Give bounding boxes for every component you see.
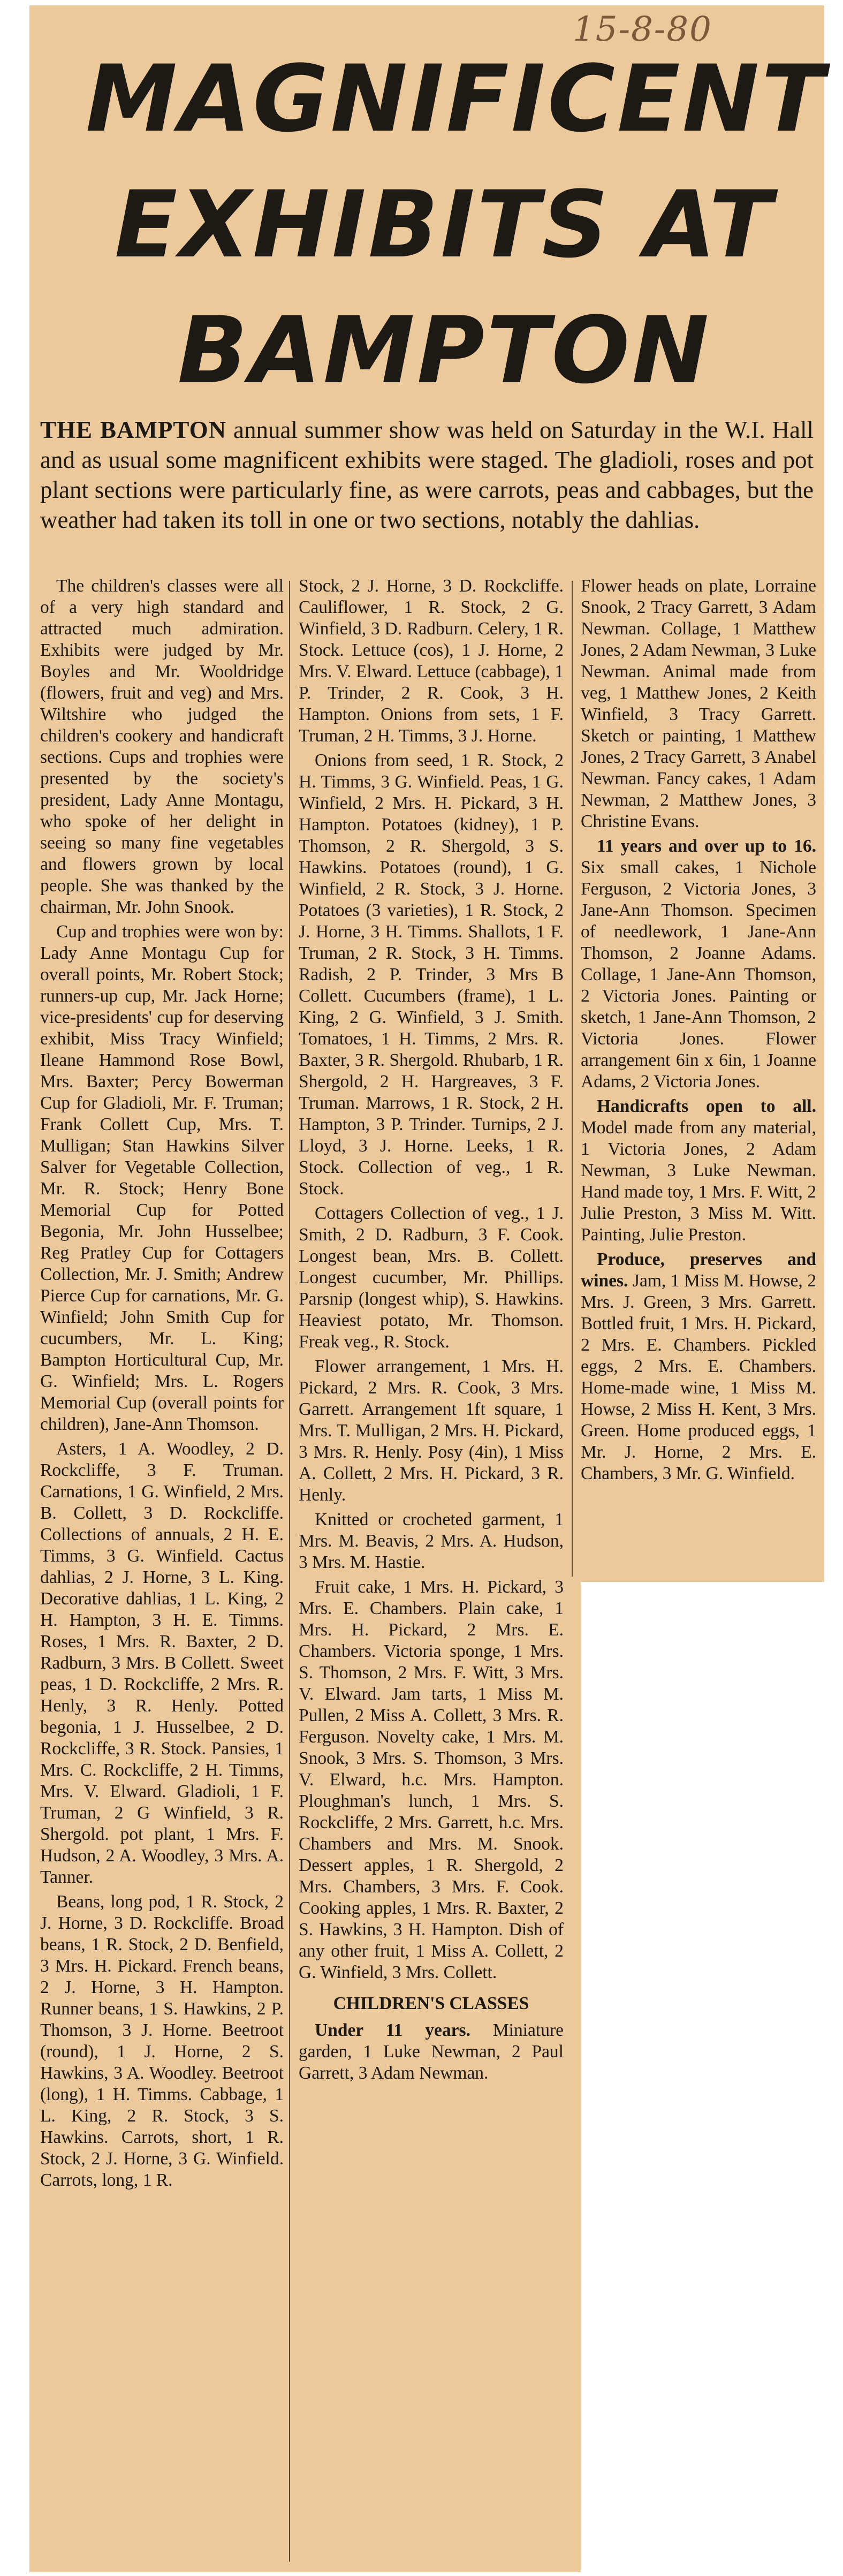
section-heading: CHILDREN'S CLASSES (333, 1994, 529, 2013)
article-column-3 (581, 575, 816, 1571)
paragraph (581, 1096, 816, 1246)
subheading: Produce, preserves and wines. (581, 1249, 816, 1291)
paragraph (299, 2020, 564, 2084)
intro-paragraph (40, 415, 814, 570)
article-column-1 (40, 575, 284, 2559)
paragraph: Asters, 1 A. Woodley, 2 D. Rockcliffe, 3 F. Truman. Carnations, 1 G. Winfield, 2 Mrs. B. Collett, 3 D. Rockcliffe. Collections of annuals, 2 H. E. Timms, 3 G. Winfield. Cactus dahlias, 2 J. Horne, 3 L. King. Decorative dahlias, 1 L. King, 2 H. Hampton, 3 H. E. Timms. Roses, 1 Mrs. R. Baxter, 2 D. Radburn, 3 Mrs. B Collett. Sweet peas, 1 D. Rockcliffe, 2 Mrs. R. Henly, 3 R. Henly. Potted begonia, 1 J. Husselbee, 2 D. Rockcliffe, 3 R. Stock. Pansies, 1 Mrs. C. Rockcliffe, 2 H. Timms, Mrs. V. Elward. Gladioli, 1 F. Truman, 2 G Winfield, 3 R. Shergold. pot plant, 1 Mrs. F. Hudson, 2 A. Woodley, 3 Mrs. A. Tanner. (40, 1439, 284, 1887)
paragraph: Flower arrangement, 1 Mrs. H. Pickard, 2 Mrs. R. Cook, 3 Mrs. Garrett. Arrangement 1ft square, 1 Mrs. T. Mulligan, 2 Mrs. H. Pickard, 3 Mrs. R. Henly. Posy (4in), 1 Miss A. Collett, 2 Mrs. H. Pickard, 3 R. Henly. (299, 1357, 564, 1505)
paragraph: Beans, long pod, 1 R. Stock, 2 J. Horne, 3 D. Rockcliffe. Broad beans, 1 R. Stock, 2 D. Benfield, 3 Mrs. H. Pickard. French beans, 2 J. Horne, 3 H. Hampton. Runner beans, 1 S. Hawkins, 2 P. Thomson, 3 J. Horne. Beetroot (round), 1 J. Horne, 2 S. Hawkins, 3 A. Woodley. Beetroot (long), 1 H. Timms. Cabbage, 1 L. King, 2 R. Stock, 3 S. Hawkins. Carrots, short, 1 R. Stock, 2 J. Horne, 3 G. Winfield. Carrots, long, 1 R. (40, 1892, 284, 2190)
intro-lead: THE BAMPTON (40, 416, 227, 443)
article-column-2 (299, 575, 564, 2559)
paragraph: Cottagers Collection of veg., 1 J. Smith, 2 D. Radburn, 3 F. Cook. Longest bean, Mrs. B. Collett. Longest cucumber, Mr. Phillips. Parsnip (longest whip), S. Hawkins. Heaviest potato, Mr. Thomson. Freak veg., R. Stock. (299, 1203, 564, 1352)
handwritten-date: 15-8-80 (573, 10, 712, 49)
column-rule (572, 581, 573, 1577)
subheading: Handicrafts open to all. (597, 1096, 816, 1116)
paragraph: Flower heads on plate, Lorraine Snook, 2 Tracy Garrett, 3 Adam Newman. Collage, 1 Matthew Jones, 2 Adam Newman, 3 Luke Newman. Animal made from veg, 1 Matthew Jones, 2 Keith Winfield, 3 Tracy Garrett. Sketch or painting, 1 Matthew Jones, 2 Tracy Garrett, 3 Anabel Newman. Fancy cakes, 1 Adam Newman, 2 Matthew Jones, 3 Christine Evans. (581, 576, 816, 831)
paragraph: Fruit cake, 1 Mrs. H. Pickard, 3 Mrs. E. Chambers. Plain cake, 1 Mrs. H. Pickard, 2 Mrs. E. Chambers. Victoria sponge, 1 Mrs. S. Thomson, 2 Mrs. F. Witt, 3 Mrs. V. Elward. Jam tarts, 1 Miss M. Pullen, 2 Miss A. Collett, 3 Mrs. R. Ferguson. Novelty cake, 1 Mrs. M. Snook, 3 Mrs. S. Thomson, 3 Mrs. V. Elward, h.c. Mrs. Hampton. Ploughman's lunch, 1 Mrs. S. Rockcliffe, 2 Mrs. Garrett, h.c. Mrs. Chambers and Mrs. M. Snook. Dessert apples, 1 R. Shergold, 2 Mrs. Chambers, 3 Mrs. F. Cook. Cooking apples, 1 Mrs. R. Baxter, 2 S. Hawkins, 3 H. Hampton. Dish of any other fruit, 1 Miss A. Collett, 2 G. Winfield, 3 Mrs. Collett. (299, 1577, 564, 1982)
paragraph: The children's classes were all of a very high standard and attracted much admiration. Exhibits were judged by Mr. Boyles and Mr. Wooldridge (flowers, fruit and veg) and Mrs. Wiltshire who judged the children's cookery and handicraft sections. Cups and trophies were presented by the society's president, Lady Anne Montagu, who spoke of her delight in seeing so many fine vegetables and flowers grown by local people. She was thanked by the chairman, Mr. John Snook. (40, 576, 284, 917)
paragraph: Cup and trophies were won by: Lady Anne Montagu Cup for overall points, Mr. Robert Stock; runners-up cup, Mr. Jack Horne; vice-presidents' cup for deserving exhibit, Miss Tracy Winfield; Ileane Hammond Rose Bowl, Mrs. Baxter; Percy Bowerman Cup for Gladioli, Mr. F. Truman; Frank Collett Cup, Mrs. T. Mulligan; Stan Hawkins Silver Salver for Vegetable Collection, Mr. R. Stock; Henry Bone Memorial Cup for Potted Begonia, Mr. John Husselbee; Reg Pratley Cup for Cottagers Collection, Mr. J. Smith; Andrew Pierce Cup for carnations, Mr. G. Winfield; John Smith Cup for cucumbers, Mr. L. King; Bampton Horticultural Cup, Mr. G. Winfield; Mrs. L. Rogers Memorial Cup (overall points for children), Jane-Ann Thomson. (40, 922, 284, 1434)
paragraph: Stock, 2 J. Horne, 3 D. Rockcliffe. Cauliflower, 1 R. Stock, 2 G. Winfield, 3 D. Radburn. Celery, 1 R. Stock. Lettuce (cos), 1 J. Horne, 2 Mrs. V. Elward. Lettuce (cabbage), 1 P. Trinder, 2 R. Cook, 3 H. Hampton. Onions from sets, 1 F. Truman, 2 H. Timms, 3 J. Horne. (299, 576, 564, 746)
headline-line-1: MAGNIFICENT (86, 45, 826, 153)
paragraph: Knitted or crocheted garment, 1 Mrs. M. Beavis, 2 Mrs. A. Hudson, 3 Mrs. M. Hastie. (299, 1510, 564, 1572)
paragraph-text: Jam, 1 Miss M. Howse, 2 Mrs. J. Green, 3 Mrs. Garrett. Bottled fruit, 1 Mrs. H. Pickard, 2 Mrs. E. Chambers. Pickled eggs, 2 Mrs. E. Chambers. Home-made wine, 1 Miss M. Howse, 2 Miss H. Kent, 3 Mrs. Green. Home produced eggs, 1 Mr. J. Horne, 2 Mrs. E. Chambers, 3 Mr. G. Winfield. (581, 1271, 816, 1483)
paragraph-text: Six small cakes, 1 Nichole Ferguson, 2 Victoria Jones, 3 Jane-Ann Thomson. Specimen of needlework, 1 Jane-Ann Thomson, 2 Joanne Adams. Collage, 1 Jane-Ann Thomson, 2 Victoria Jones. Painting or sketch, 1 Jane-Ann Thomson, 2 Victoria Jones. Flower arrangement 6in x 6in, 1 Joanne Adams, 2 Victoria Jones. (581, 858, 816, 1092)
paragraph-text: Miniature garden, 1 Luke Newman, 2 Paul Garrett, 3 Adam Newman. (299, 2020, 564, 2083)
paragraph: Onions from seed, 1 R. Stock, 2 H. Timms, 3 G. Winfield. Peas, 1 G. Winfield, 2 Mrs. H. Pickard, 3 H. Hampton. Potatoes (kidney), 1 P. Thomson, 2 R. Shergold, 3 S. Hawkins. Potatoes (round), 1 G. Winfield, 2 R. Stock, 3 J. Horne. Potatoes (3 varieties), 1 R. Stock, 2 J. Horne, 3 H. Timms. Shallots, 1 F. Truman, 2 R. Stock, 3 H. Timms. Radish, 2 P. Trinder, 3 Mrs B Collett. Cucumbers (frame), 1 L. King, 2 G. Winfield, 3 J. Smith. Tomatoes, 1 H. Timms, 2 Mrs. R. Baxter, 3 R. Shergold. Rhubarb, 1 R. Shergold, 2 H. Hargreaves, 3 F. Truman. Marrows, 1 R. Stock, 2 H. Hampton, 3 P. Trinder. Turnips, 2 J. Lloyd, 3 J. Horne. Leeks, 1 R. Stock. Collection of veg., 1 R. Stock. (299, 751, 564, 1199)
paragraph-text: Model made from any material, 1 Victoria Jones, 2 Adam Newman, 3 Luke Newman. Hand made toy, 1 Mrs. F. Witt, 2 Julie Preston, 3 Miss M. Witt. Painting, Julie Preston. (581, 1118, 816, 1245)
paragraph (581, 836, 816, 1093)
subheading: 11 years and over up to 16. (597, 836, 816, 856)
headline-line-3: BAMPTON (177, 297, 711, 404)
headline-line-2: EXHIBITS AT (114, 171, 774, 278)
paragraph (581, 1249, 816, 1484)
intro-body: annual summer show was held on Saturday in the W.I. Hall and as usual some magnificent exhibits were staged. The gladioli, roses and pot plant sections were particularly fine, as were carrots, peas and cabbages, but the weather had taken its toll in one or two sections, notably the dahlias. (40, 416, 814, 533)
subheading: Under 11 years. (315, 2020, 470, 2040)
column-rule (289, 581, 290, 2562)
